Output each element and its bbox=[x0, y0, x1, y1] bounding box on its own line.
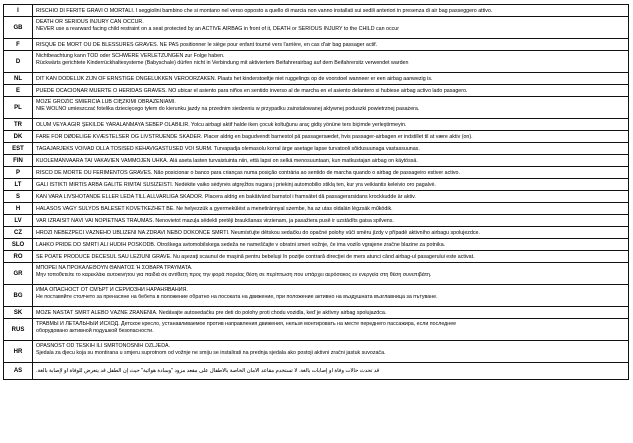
warning-text bbox=[33, 203, 628, 214]
warning-text bbox=[33, 17, 628, 38]
warning-text bbox=[33, 85, 628, 96]
warning-line: VAR IZRAISĪT NĀVI VAI NOPIETNAS TRAUMAS. Nenovietot mazuļa sēdekli pretēji braukšanas virzienam, ja pasažiera pusē ir uzstādīts gaisa spilvens. bbox=[36, 217, 394, 224]
airbag-warning-label bbox=[3, 4, 629, 380]
language-code: BG bbox=[4, 285, 33, 306]
warning-line: قد تحدث حالات وفاة أو إصابات بالغة. لا تستخدم مقاعد الأمان الخاصة بالأطفال على مقعد مزود "وسادة هوائية" حيث إن الطفل قد يتعرض للوفاة أو لإصابة بالغة. bbox=[36, 367, 380, 374]
warning-text bbox=[33, 73, 628, 84]
warning-row-gb bbox=[4, 17, 628, 39]
warning-line: RISCHIO DI FERITE GRAVI O MORTALI. I seggiolini bambino che si montano nel verso opposto a quello di marcia non vanno installati sui sedili anteriori in presenza di air bag passeggero attivo. bbox=[36, 7, 493, 14]
warning-line: FARE FOR DØDELIGE KVÆSTELSER OG LIVSTRUENDE SKADER. Placer aldrig en bagudvendt barnestol på passagersædet, hvis passager-airbagen er indstillet til at være aktiv (on). bbox=[36, 133, 473, 140]
language-code: LT bbox=[4, 179, 33, 190]
warning-line: RISCO DE MORTE OU FERIMENTOS GRAVES. Não posicionar o banco para crianças numa posição contrária ao sentido de marcha quando o airbag de passageiro estiver activo. bbox=[36, 169, 460, 176]
warning-line: NEVER use a rearward facing child restraint on a seat protected by an ACTIVE AIRBAG in front of it, DEATH or SERIOUS INJURY to the CHILD can occur bbox=[36, 25, 399, 32]
warning-text bbox=[33, 251, 628, 262]
warning-row-rus bbox=[4, 319, 628, 341]
warning-line: TAGAJÄRJEKS VÕIVAD OLLA TÕSISED KEHAVIGASTUSED VÕI SURM. Turvapadja olemasolu korral ärge asetage lapse turvatooli sõidusuunaga vastassuunas. bbox=[36, 145, 420, 152]
warning-row-est bbox=[4, 143, 628, 155]
language-code: LV bbox=[4, 215, 33, 226]
warning-text bbox=[33, 119, 628, 130]
warning-row-f bbox=[4, 39, 628, 51]
language-code: GR bbox=[4, 263, 33, 284]
warning-row-s bbox=[4, 191, 628, 203]
warning-line: оборудовано активной подушкой безопасности. bbox=[36, 327, 154, 334]
warning-row-pl bbox=[4, 97, 628, 119]
warning-text bbox=[33, 179, 628, 190]
warning-row-ro bbox=[4, 251, 628, 263]
language-code: CZ bbox=[4, 227, 33, 238]
warning-row-tr bbox=[4, 119, 628, 131]
warning-line: LAHKO PRIDE DO SMRTI ALI HUDIH POŠKODB. Otroškega avtomobilskega sedeža ne nameščajte v obratni smeri vožnje, če ima vozilo vgrajene zračne blazine za potnika. bbox=[36, 241, 446, 248]
warning-line: Не поставяйте столчето за пренасяне на бебета в положение обратно на посоката на движение, при положение активно на въздушната възглавница за пътуване. bbox=[36, 293, 438, 300]
warning-row-slo bbox=[4, 239, 628, 251]
warning-line: DIT KAN DODELIJK ZIJN OF ERNSTIGE ONGELUKKEN VEROORZAKEN. Plaats het kinderstoeltje niet ruggelings op de voorstoel wanneer er een airbag aanwezig is. bbox=[36, 75, 433, 82]
language-code: PL bbox=[4, 97, 33, 118]
language-code: NL bbox=[4, 73, 33, 84]
warning-text bbox=[33, 285, 628, 306]
language-code: TR bbox=[4, 119, 33, 130]
warning-row-d bbox=[4, 51, 628, 73]
warning-text bbox=[33, 341, 628, 362]
warning-text bbox=[33, 307, 628, 318]
warning-line: KAN VARA LIVSHOTANDE ELLER LEDA TILL ALLVARLIGA SKADOR. Placera aldrig en bakåtvänd barnstol i framsätet då passagerarsidans krockkudde är aktiv. bbox=[36, 193, 416, 200]
warning-text bbox=[33, 227, 628, 238]
language-code: EST bbox=[4, 143, 33, 154]
language-code: D bbox=[4, 51, 33, 72]
warning-text bbox=[33, 155, 628, 166]
warning-line: DEATH OR SERIOUS INJURY CAN OCCUR. bbox=[36, 19, 144, 25]
warning-row-h bbox=[4, 203, 628, 215]
language-code: AS bbox=[4, 363, 33, 379]
language-code: F bbox=[4, 39, 33, 50]
warning-line: KUOLEMANVAARA TAI VAKAVIEN VAMMOJEN UHKA. Älä aseta lasten turvaistuinta niin, että lapsi on selkä menosuuntaan, kun matkustajan airbag on käytössä. bbox=[36, 157, 418, 164]
language-code: E bbox=[4, 85, 33, 96]
warning-text bbox=[33, 239, 628, 250]
warning-line: ÖLÜM VEYA AĞIR ŞEKİLDE YARALANMAYA SEBEP OLABİLİR. Yolcu airbagi aktif halde iken çocuk koltuğunu araç gidiş yönüne ters biçimde yerleştirmeyin. bbox=[36, 121, 407, 128]
language-code: GB bbox=[4, 17, 33, 38]
warning-line: HALÁSOS VAGY SÚLYOS BALESET KÖVETKEZHET BE. Ne helyezzük a gyermekülést a menetiránnyal szembe, ha az utas oldalán légzsák működik. bbox=[36, 205, 393, 212]
warning-line: Rückwärts gerichtete Kinderrückhaltesysteme (Babyschale) dürfen nicht in Verbindung mit aktiviertem Beifahrerairbag auf dem Beifahrersitz verwendet warden bbox=[36, 59, 409, 66]
warning-row-lv bbox=[4, 215, 628, 227]
language-code: RO bbox=[4, 251, 33, 262]
warning-line: GALI IŠTIKTI MIRTIS ARBA GALITE RIMTAI SUSIŽEISTI. Nedėkite vaiko sėdynės atgręžtos nugara į priekinį automobilio stiklą ten, kur yra veikiantis keleivio oro pagalvė. bbox=[36, 181, 436, 188]
warning-line: ΜΠΟΡΕΙ ΝΑ ΠΡΟΚΑΛΕΘΟΥΝ ΘΑΝΑΤΟΣ Ή ΣΟΒΑΡΑ ΤΡΑΥΜΑΤΑ. bbox=[36, 265, 193, 271]
warning-row-sk bbox=[4, 307, 628, 319]
warning-text bbox=[33, 363, 628, 379]
warning-line: Μην τοποθετείτε το καρεκλάκι αυτοκινήτου για παιδιά σε αντίθετη προς την φορά πορείας θέση σε περίπτωση που υπάρχει αερόσακος εν ενεργεία στη θέση συνεπιβάτη. bbox=[36, 271, 432, 278]
warning-line: HROZÍ NEBEZPEČÍ VÁŽNÉHO UBLÍŽENÍ NA ZDRAVÍ NEBO DOKONCE SMRTI. Neumísťujte dětskou sedačku do opačné polohy vůči směru jízdy v případě aktivního airbagu spolujezdce. bbox=[36, 229, 480, 236]
language-code: RUS bbox=[4, 319, 33, 340]
warning-line: PUEDE OCACIONAR MUERTE O HERIDAS GRAVES. NO ubicar el asiento para niños en sentido inverso al de marcha en el asiento delantero si hubiese airbag activo lado pasagero. bbox=[36, 87, 468, 94]
language-code: FIN bbox=[4, 155, 33, 166]
warning-line: NIE WOLNO umieszczać fotelika dziecięcego tyłem do kierunku jazdy na przednim siedzeniu w przypadku zainstalowanej aktywnej poduszki powietrznej pasażera. bbox=[36, 105, 420, 112]
warning-text bbox=[33, 215, 628, 226]
warning-text bbox=[33, 131, 628, 142]
warning-text bbox=[33, 5, 628, 16]
warning-line: ИМА ОПАСНОСТ ОТ СМЪРТ И СЕРИОЗНИ НАРАНЯВАНИЯ. bbox=[36, 287, 188, 293]
warning-text bbox=[33, 167, 628, 178]
warning-row-as bbox=[4, 363, 628, 379]
warning-row-nl bbox=[4, 73, 628, 85]
warning-text bbox=[33, 319, 628, 340]
language-code: I bbox=[4, 5, 33, 16]
language-code: DK bbox=[4, 131, 33, 142]
warning-line: MOŻE GROZIĆ ŚMIERCIA LUB CIĘŻKIMI OBRAŻENIAMI. bbox=[36, 99, 176, 105]
language-code: HR bbox=[4, 341, 33, 362]
warning-text bbox=[33, 39, 628, 50]
warning-line: ТРАВМЫ И ЛЕТАЛЬНЫЙ ИСХОД. Детское кресло, устанавливаемое против направления движения, нельзя монтировать на месте переднего пассажира, если последнее bbox=[36, 321, 457, 327]
language-code: SK bbox=[4, 307, 33, 318]
warning-row-bg bbox=[4, 285, 628, 307]
warning-row-dk bbox=[4, 131, 628, 143]
warning-text bbox=[33, 191, 628, 202]
warning-line: RISQUE DE MORT OU DE BLESSURES GRAVES. NE PAS positionner le siège pour enfant tourné vers l'arrière, en cas d'air bag passager actif. bbox=[36, 41, 378, 48]
warning-row-hr bbox=[4, 341, 628, 363]
warning-line: Nichtbeachtung kann TOD oder SCHWERE VERLETZUNGEN zur Folge haben. bbox=[36, 53, 225, 59]
warning-row-i bbox=[4, 5, 628, 17]
warning-text bbox=[33, 143, 628, 154]
warning-text bbox=[33, 263, 628, 284]
language-code: P bbox=[4, 167, 33, 178]
warning-row-cz bbox=[4, 227, 628, 239]
language-code: S bbox=[4, 191, 33, 202]
warning-row-gr bbox=[4, 263, 628, 285]
warning-row-e bbox=[4, 85, 628, 97]
warning-text bbox=[33, 51, 628, 72]
warning-line: MÔŽE NASTAŤ SMRŤ ALEBO VÁŽNE ZRANENIA. Nedávajte autosedačku pre deti do polohy proti chodu vozidla, keď je aktívny airbag spolujazdca. bbox=[36, 309, 387, 316]
warning-line: Sjedala za djecu koja su montirana u smjeru suprotnom od vožnje ne smiju se instalirati na prednja sjedala ako postoji aktivni zračni jastuk suvozača. bbox=[36, 349, 386, 356]
warning-row-fin bbox=[4, 155, 628, 167]
warning-text bbox=[33, 97, 628, 118]
warning-line: OPASNOST OD TEŠKIH ILI SMRTONOSNIH OZLJEDA. bbox=[36, 343, 171, 349]
warning-line: SE POATE PRODUCE DECESUL SAU LEZIUNI GRAVE. Nu aşezaţi scaunul de maşină pentru bebeluşi în poziţie contrară direcţiei de mers atunci când airbag-ul pasagerului este activat. bbox=[36, 253, 475, 260]
language-code: H bbox=[4, 203, 33, 214]
language-code: SLO bbox=[4, 239, 33, 250]
warning-row-lt bbox=[4, 179, 628, 191]
warning-row-p bbox=[4, 167, 628, 179]
